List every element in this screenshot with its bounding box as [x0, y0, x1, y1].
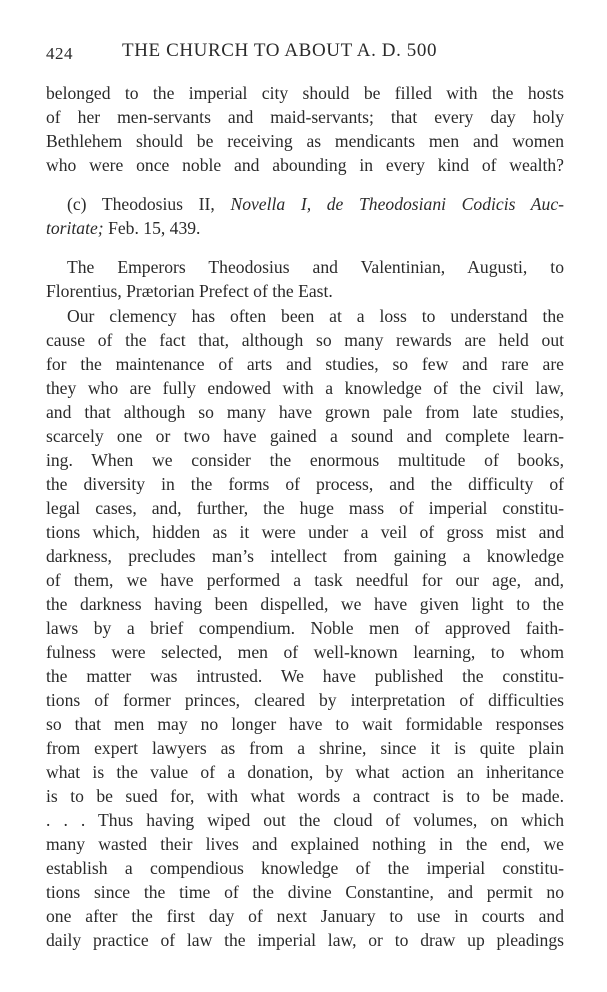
- running-header: [46, 40, 564, 66]
- text-line: is to be sued for, with what words a contract is to be made.: [46, 786, 564, 806]
- text-line: Bethlehem should be receiving as mendicants men and women: [46, 131, 564, 151]
- text-line: from expert lawyers as from a shrine, since it is quite plain: [46, 738, 564, 758]
- text-line: and that although so many have grown pale from late studies,: [46, 402, 564, 422]
- text-line: tions which, hidden as it were under a veil of gross mist and: [46, 522, 564, 542]
- text-line: scarcely one or two have gained a sound and complete learn-: [46, 426, 564, 446]
- text-line: ing. When we consider the enormous multitude of books,: [46, 450, 564, 470]
- source-heading-line-1: [67, 192, 564, 216]
- text-line: what is the value of a donation, by what action an inheritance: [46, 762, 564, 782]
- text-line: of them, we have performed a task needful for our age, and,: [46, 570, 564, 590]
- text-line: many wasted their lives and explained nothing in the end, we: [46, 834, 564, 854]
- text-line: for the maintenance of arts and studies, so few and rare are: [46, 354, 564, 374]
- section-label: (c): [67, 194, 87, 214]
- source-work-title: Novella I, de Theodosiani Codicis Auc-: [230, 194, 564, 214]
- text-line: The Emperors Theodosius and Valentinian, Augusti, to: [67, 257, 564, 277]
- text-line: the diversity in the forms of process, and the difficulty of: [46, 474, 564, 494]
- running-title: THE CHURCH TO ABOUT A. D. 500: [122, 40, 438, 61]
- text-line: . . . Thus having wiped out the cloud of volumes, on which: [46, 810, 564, 830]
- text-line: of her men-servants and maid-servants; that every day holy: [46, 107, 564, 127]
- text-line: laws by a brief compendium. Noble men of approved faith-: [46, 618, 564, 638]
- text-line: cause of the fact that, although so many rewards are held out: [46, 330, 564, 350]
- text-line: one after the first day of next January to use in courts and: [46, 906, 564, 926]
- source-author: Theodosius II,: [101, 194, 215, 214]
- text-line: fulness were selected, men of well-known learning, to whom: [46, 642, 564, 662]
- source-heading-line-2: [46, 216, 564, 240]
- source-work-title-cont: toritate;: [46, 218, 104, 238]
- text-line: so that men may no longer have to wait formidable responses: [46, 714, 564, 734]
- text-line: establish a compendious knowledge of the imperial constitu-: [46, 858, 564, 878]
- source-date: Feb. 15, 439.: [108, 218, 201, 238]
- text-line: tions of former princes, cleared by interpretation of difficulties: [46, 690, 564, 710]
- text-line: belonged to the imperial city should be filled with the hosts: [46, 83, 564, 103]
- text-line: Our clemency has often been at a loss to understand the: [67, 306, 564, 326]
- text-line: the matter was intrusted. We have published the constitu-: [46, 666, 564, 686]
- text-line: tions since the time of the divine Constantine, and permit no: [46, 882, 564, 902]
- text-line: who were once noble and abounding in every kind of wealth?: [46, 155, 564, 175]
- text-line: Florentius, Prætorian Prefect of the East.: [46, 281, 333, 301]
- text-line: legal cases, and, further, the huge mass of imperial constitu-: [46, 498, 564, 518]
- text-line: the darkness having been dispelled, we have given light to the: [46, 594, 564, 614]
- text-line: daily practice of law the imperial law, or to draw up pleadings: [46, 930, 564, 950]
- page-number: 424: [46, 44, 73, 63]
- text-line: they who are fully endowed with a knowledge of the civil law,: [46, 378, 564, 398]
- text-line: darkness, precludes man’s intellect from gaining a knowledge: [46, 546, 564, 566]
